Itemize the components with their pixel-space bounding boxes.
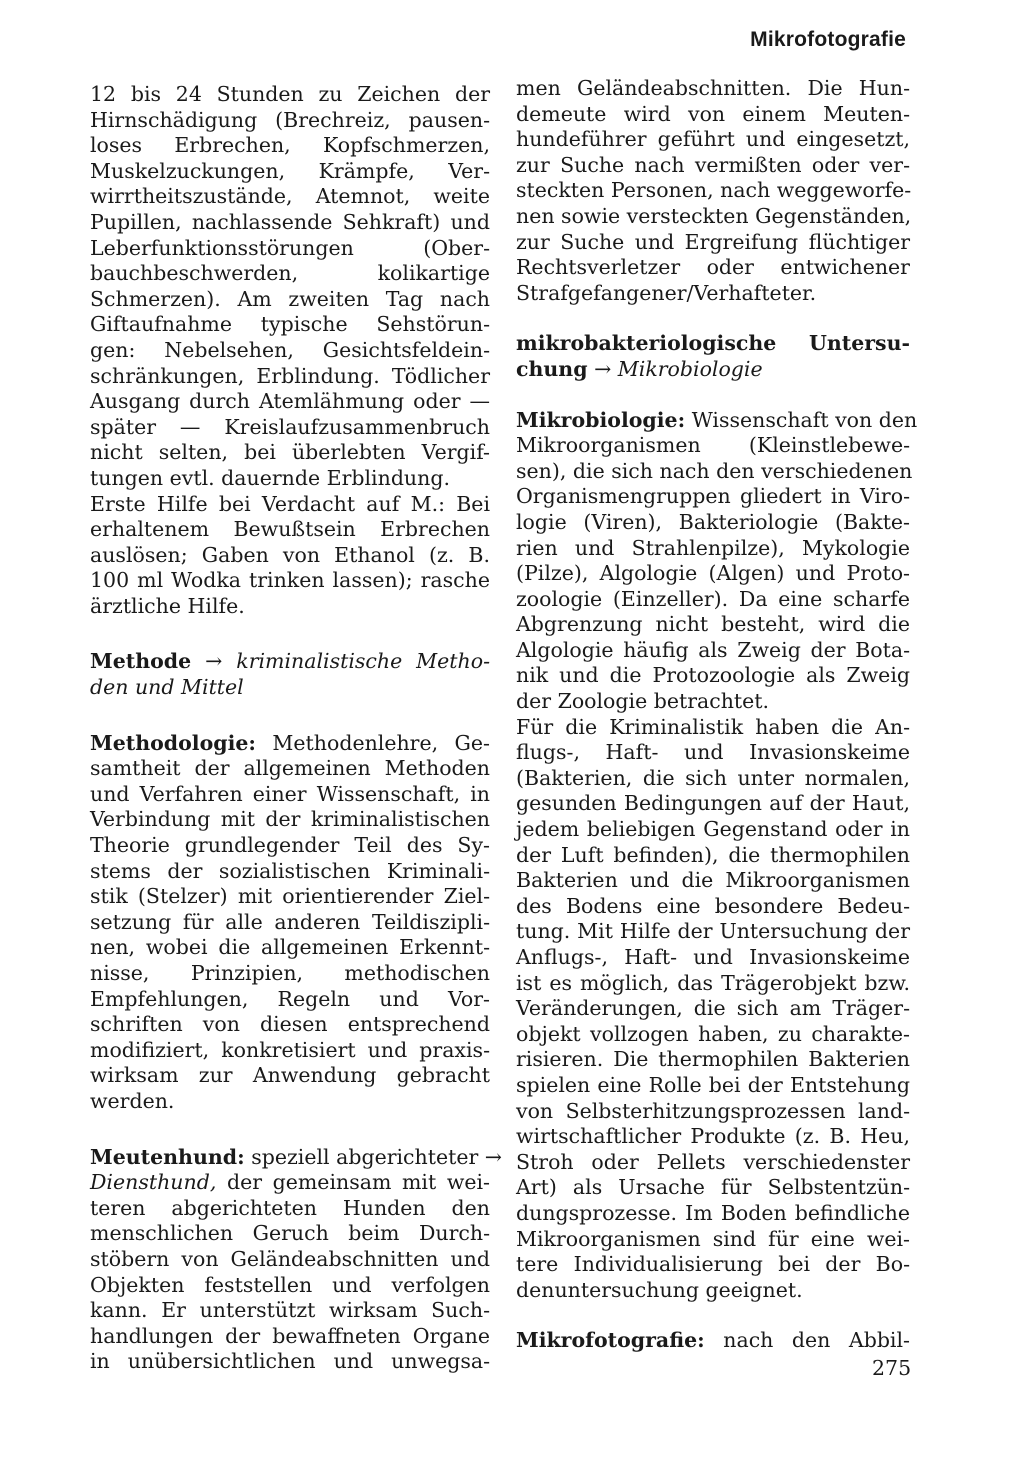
entry-methode-line1 [90,649,490,675]
text-line: nisse, Prinzipien, methodischen [90,961,490,985]
text-line: kann. Er unterstützt wirksam Such- [90,1298,490,1323]
text-line: 100 ml Wodka trinken lassen); rasche [90,568,490,593]
entry-meutenhund [90,1144,502,1375]
entry-text: speziell abgerichteter → [251,1144,502,1169]
entry-text: der gemeinsam mit wei- [226,1170,490,1195]
left-column [90,82,502,1375]
text-line: Veränderungen, die sich am Träger- [516,996,910,1021]
text-line: nicht selten, bei überlebten Vergif- [90,440,490,465]
entry-mikrobiologie [516,407,918,1304]
text-line: Strafgefangener/Verhafteter. [516,280,817,305]
page-number: 275 [872,1356,912,1380]
text-line: steckten Personen, nach weggeworfe- [516,178,912,203]
text-line: Bakterien und die Mikroorganismen [516,868,910,893]
entry-mikrobakteriologische [516,331,910,382]
text-line: gen: Nebelsehen, Gesichtsfeldein- [90,337,490,362]
text-line: Muskelzuckungen, Krämpfe, Ver- [90,158,490,183]
text-line: gesunden Bedingungen auf der Haut, [516,791,910,816]
entry-methodologie-line1 [90,731,490,757]
text-line: teren abgerichteten Hunden den [90,1195,490,1220]
entry-gap [516,306,910,331]
text-line: men Geländeabschnitten. Die Hun- [516,76,910,100]
entry-text: nach den Abbil- [723,1328,910,1353]
text-line: tung. Mit Hilfe der Untersuchung der [516,919,910,944]
text-line: der Luft befinden), die thermophilen [516,842,910,867]
text-line: Hirnschädigung (Brechreiz, pausen- [90,107,490,132]
text-line: tungen evtl. dauernde Erblindung. [90,465,450,490]
entry-text: Wissenschaft von den [691,407,918,432]
text-line: schränkungen, Erblindung. Tödlicher [90,363,490,388]
entry-mikrofotografie [516,1328,910,1354]
text-line: (Bakterien, die sich unter normalen, [516,765,910,790]
text-line: wirrtheitszustände, Atemnot, weite [90,184,490,209]
entry-term: Methodologie: [90,730,256,755]
text-line: flugs-, Haft- und Invasionskeime [516,740,910,765]
text-line: Pupillen, nachlassende Sehkraft) und [90,209,490,234]
text-line: samtheit der allgemeinen Methoden [90,756,490,781]
text-line: zoologie (Einzeller). Da eine scharfe [516,586,910,611]
paragraph-continuation [90,82,490,492]
text-line: werden. [90,1088,175,1113]
text-line: stik (Stelzer) mit orientierender Ziel- [90,884,490,909]
arrow: → [594,356,612,381]
entry-gap [90,1115,490,1145]
text-line: Art) als Ursache für Selbstentzün- [516,1175,910,1200]
text-line: in unübersichtlichen und unwegsa- [90,1349,490,1374]
text-line: Stroh oder Pellets verschiedenster [516,1149,910,1174]
text-line: dungsprozesse. Im Boden befindliche [516,1200,910,1225]
text-line: Leberfunktionsstörungen (Ober- [90,235,490,260]
text-line: nen sowie versteckten Gegenständen, [516,203,912,228]
entry-body [516,433,913,715]
text-line: Giftaufnahme typische Sehstörun- [90,312,490,337]
text-line: (Pilze), Algologie (Algen) und Proto- [516,561,910,586]
entry-body [90,756,490,1114]
entry-term: Mikrobiologie: [516,407,686,432]
text-line: stöbern von Geländeabschnitten und [90,1246,490,1271]
text-line: bauchbeschwerden, kolikartige [90,261,490,286]
cross-reference: Diensthund, [90,1170,217,1195]
text-line: von Selbsterhitzungsprozessen land- [516,1098,910,1123]
text-line: Verbindung mit der kriminalistischen [90,807,490,832]
text-line: Mikroorganismen sind für eine wei- [516,1226,910,1251]
text-line: Organismengruppen gliedert in Viro- [516,484,910,509]
text-line: setzung für alle anderen Teildiszipli- [90,909,490,934]
text-line: menschlichen Geruch beim Durch- [90,1221,490,1246]
text-line: erhaltenem Bewußtsein Erbrechen [90,517,490,542]
text-line: ist es möglich, das Trägerobjekt bzw. [516,970,910,995]
text-line: hundeführer geführt und eingesetzt, [516,127,910,152]
text-line: modifiziert, konkretisiert und praxis- [90,1037,490,1062]
text-line: Ausgang durch Atemlähmung oder — [90,389,490,414]
text-line: objekt vollzogen haben, zu charakte- [516,1021,910,1046]
text-line: Objekten feststellen und verfolgen [90,1272,490,1297]
text-line: auslösen; Gaben von Ethanol (z. B. [90,542,490,567]
text-line: der Zoologie betrachtet. [516,689,770,714]
entry-meutenhund-line2 [90,1170,490,1196]
entry-gap [90,701,490,731]
paragraph-first-aid [90,492,490,620]
text-line: sen), die sich nach den verschiedenen [516,458,913,483]
meutenhund-continuation [516,76,910,306]
entry-gap [516,383,910,408]
entry-text: Methodenlehre, Ge- [272,730,490,755]
text-line: nen, wobei die allgemeinen Erkennt- [90,935,490,960]
text-line: demeute wird von einem Meuten- [516,101,910,126]
text-line: zur Suche nach vermißten oder ver- [516,152,910,177]
entry-term-cont: chung [516,356,588,381]
text-line: des Bodens eine besondere Bedeu- [516,893,910,918]
entry-meutenhund-line1 [90,1144,502,1171]
text-line: Rechtsverletzer oder entwichener [516,255,910,280]
text-line: nik und die Protozoologie als Zweig [516,663,910,688]
text-line: Für die Kriminalistik haben die An- [516,714,910,739]
text-line: Empfehlungen, Regeln und Vor- [90,986,490,1011]
entry-term: Mikrofotografie: [516,1328,705,1353]
text-line: spielen eine Rolle bei der Entstehung [516,1072,910,1097]
text-line: schriften von diesen entsprechend [90,1012,490,1037]
text-line: Erste Hilfe bei Verdacht auf M.: Bei [90,491,490,516]
entry-term: mikrobakteriologische Untersu- [516,331,910,356]
text-line: ärztliche Hilfe. [90,593,245,618]
text-line: logie (Viren), Bakteriologie (Bakte- [516,509,910,534]
text-line: Theorie grundlegender Teil des Sy- [90,833,490,858]
text-line: risieren. Die thermophilen Bakterien [516,1047,910,1072]
entry-term: Meutenhund: [90,1144,245,1169]
entry-gap [90,619,490,649]
text-line: wirksam zur Anwendung gebracht [90,1063,490,1088]
running-head: Mikrofotografie [750,28,906,51]
text-line: 12 bis 24 Stunden zu Zeichen der [90,82,490,106]
text-line: stems der sozialistischen Kriminali- [90,858,490,883]
text-line: rien und Strahlenpilze), Mykologie [516,535,910,560]
entry-body [90,1196,490,1375]
text-line: Algologie häufig als Zweig der Bota- [516,637,910,662]
text-line: denuntersuchung geeignet. [516,1277,803,1302]
text-line: handlungen der bewaffneten Organe [90,1323,490,1348]
entry-mikrobakt-line2 [516,357,910,383]
text-line: später — Kreislaufzusammenbruch [90,414,490,439]
entry-mikrobiologie-line1 [516,407,918,434]
text-line: wirtschaftlicher Produkte (z. B. Heu, [516,1124,910,1149]
cross-reference: kriminalistische Metho- [236,649,490,674]
text-line: jedem beliebigen Gegenstand oder in [516,817,910,842]
text-line: Abgrenzung nicht besteht, wird die [516,612,910,637]
text-line: Anflugs-, Haft- und Invasionskeime [516,945,910,969]
entry-mikrofotografie-line1 [516,1328,910,1354]
text-line: und Verfahren einer Wissenschaft, in [90,781,490,806]
entry-methodologie [90,731,490,1115]
entry-gap [516,1303,910,1328]
text-line: Schmerzen). Am zweiten Tag nach [90,286,490,311]
text-line: tere Individualisierung bei der Bo- [516,1252,910,1277]
right-column [516,76,918,1354]
arrow: → [205,649,223,674]
entry-methode [90,649,490,700]
entry-body-para2 [516,715,910,1304]
cross-reference-cont: den und Mittel [90,675,244,700]
text-line: zur Suche und Ergreifung flüchtiger [516,229,910,254]
cross-reference: Mikrobiologie [617,356,763,381]
entry-term: Methode [90,649,192,674]
text-line: Mikroorganismen (Kleinstlebewe- [516,433,910,458]
text-line: loses Erbrechen, Kopfschmerzen, [90,133,490,158]
